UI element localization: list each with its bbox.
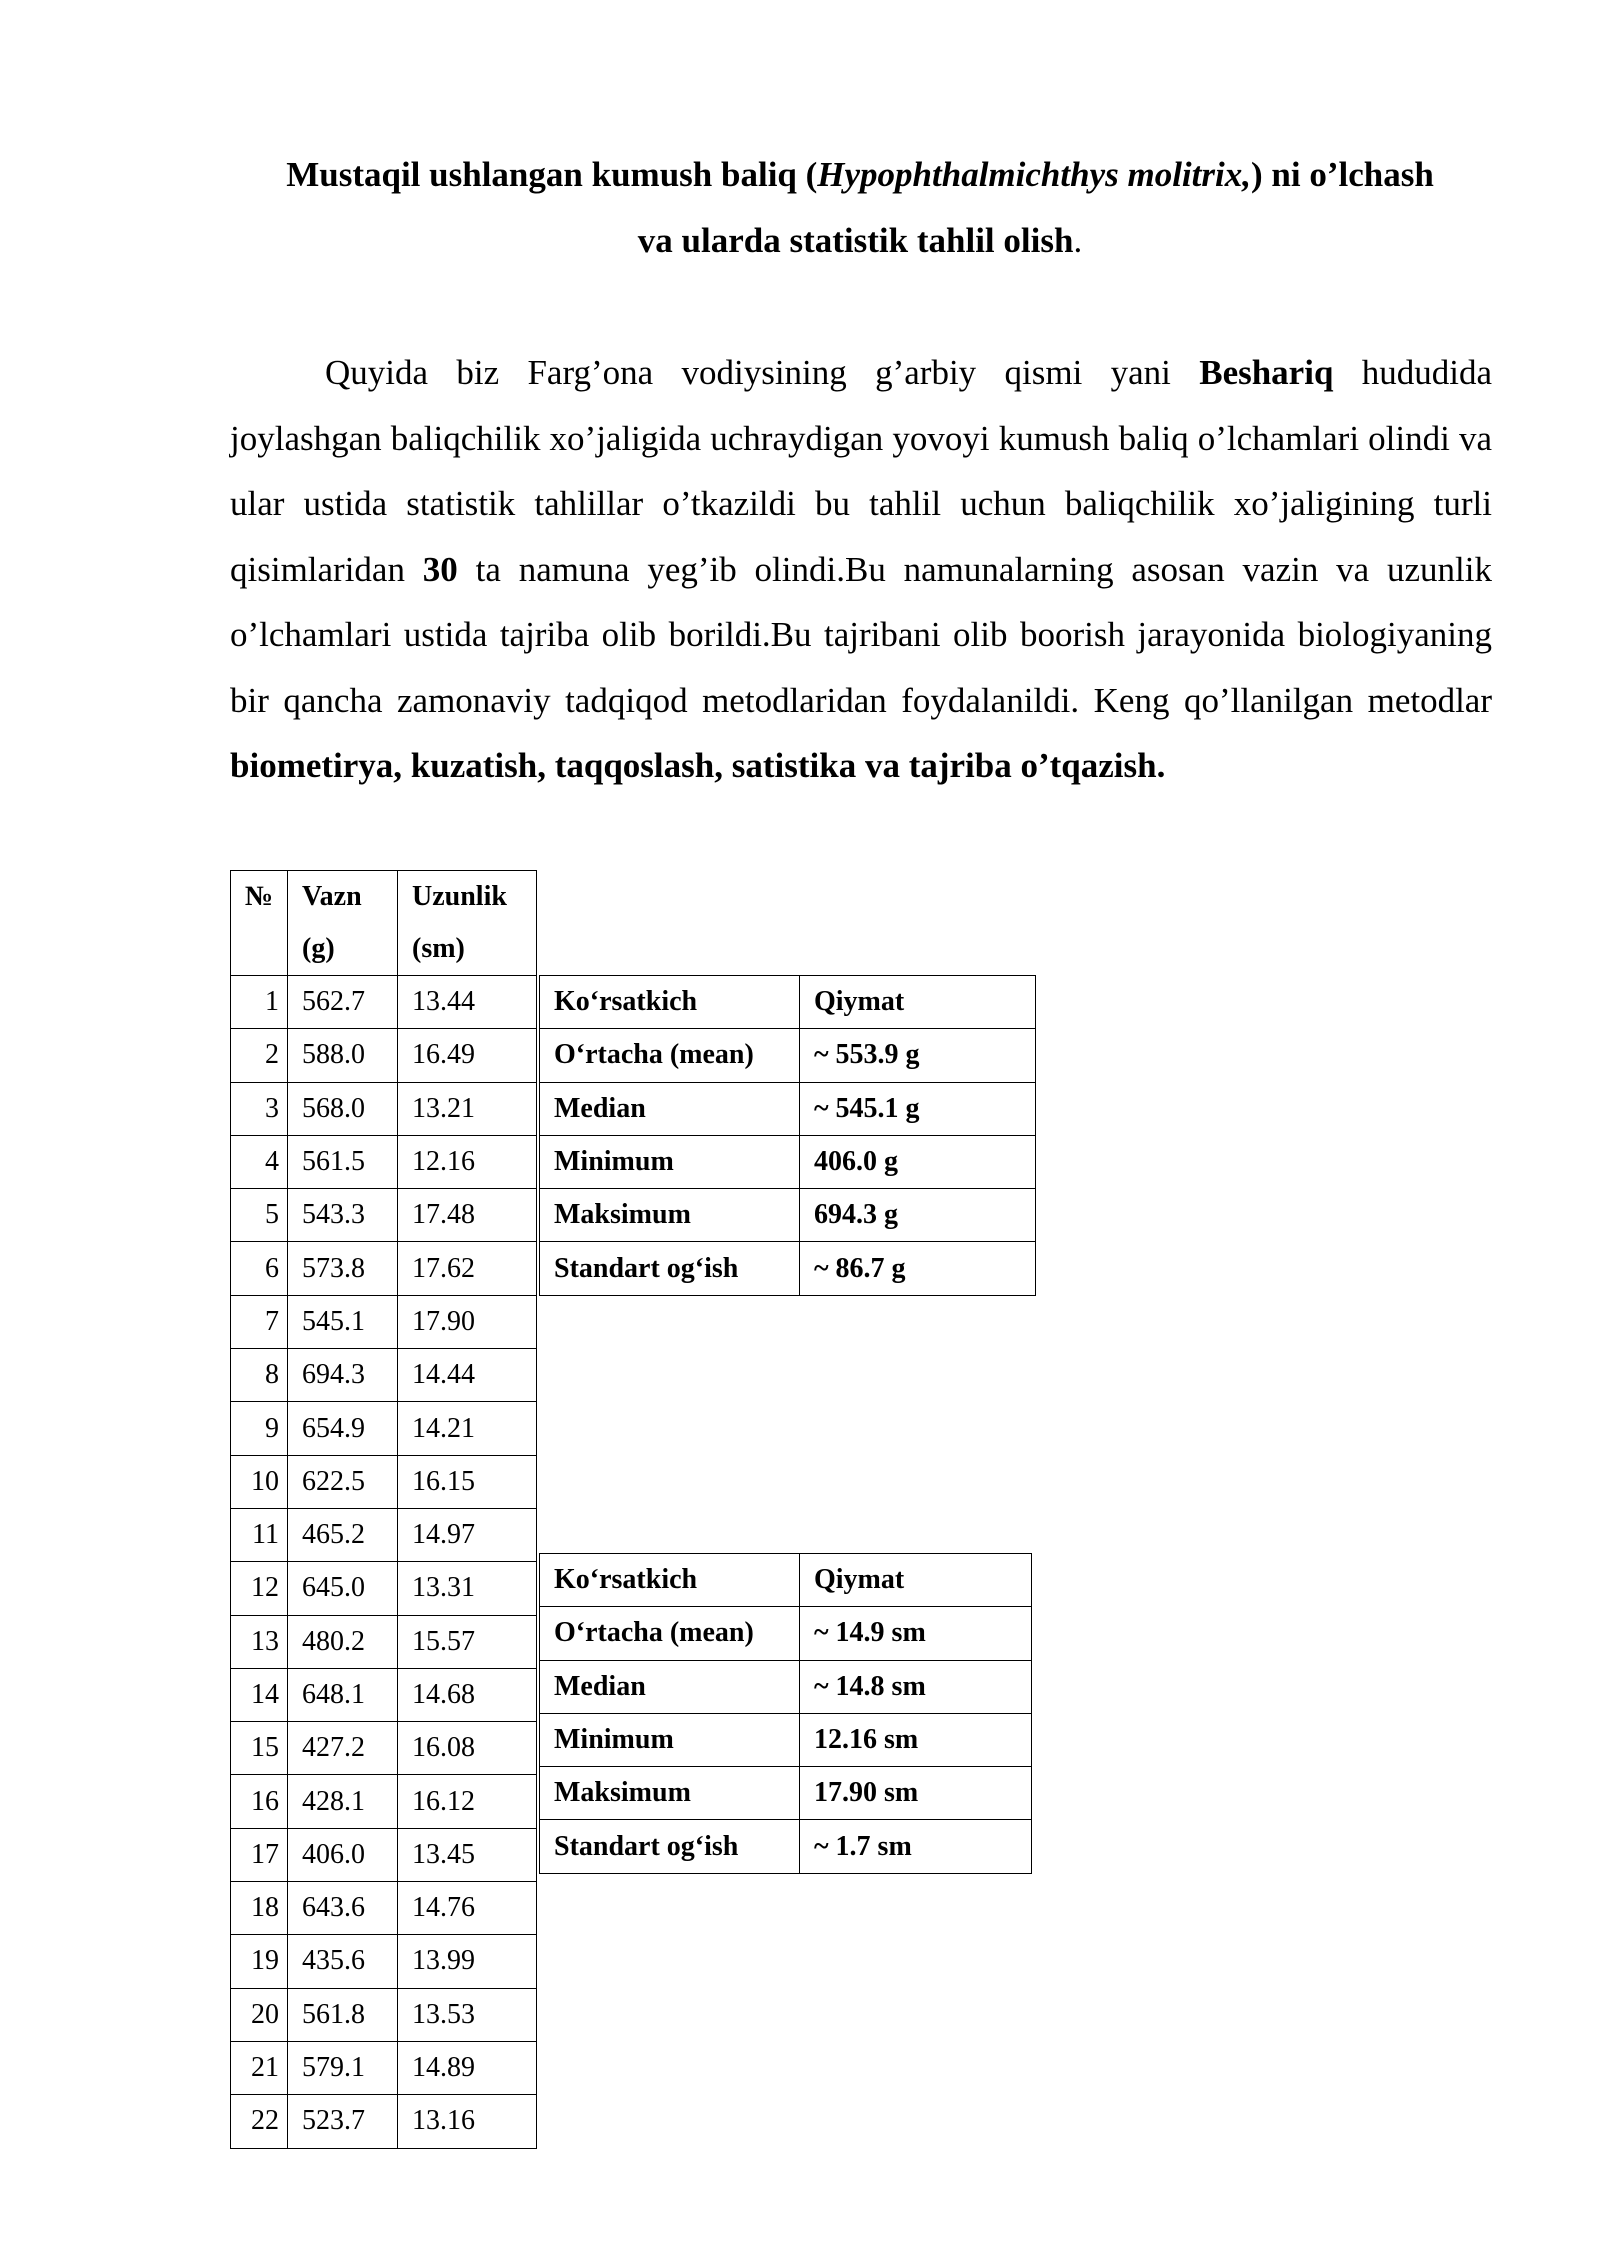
- length-cell: 13.45: [398, 1828, 537, 1881]
- title-line-1: Mustaqil ushlangan kumush baliq (Hypophthalmichthys molitrix,) ni o’lchash: [286, 155, 1434, 194]
- length-cell: 17.90: [398, 1295, 537, 1348]
- stat-label: Ko‘rsatkich: [540, 1554, 800, 1607]
- table-row: [231, 1402, 537, 1455]
- stat-value: ~ 1.7 sm: [800, 1820, 1032, 1873]
- table-header-row: [231, 871, 537, 976]
- stats-row: [540, 1820, 1032, 1873]
- stats-row: [540, 1242, 1036, 1295]
- stat-value: ~ 553.9 g: [800, 1029, 1036, 1082]
- header-number: №: [231, 871, 288, 976]
- row-number: 8: [231, 1349, 288, 1402]
- length-stats-table: [539, 1553, 1032, 1874]
- table-row: [231, 1882, 537, 1935]
- length-cell: 14.89: [398, 2041, 537, 2094]
- length-cell: 17.62: [398, 1242, 537, 1295]
- intro-paragraph: Quyida biz Farg’ona vodiysining g’arbiy qismi yani Beshariq hududida joylashgan baliqchilik xo’jaligida uchraydigan yovoyi kumush baliq o’lchamlari olindi va ular ustida statistik tahlillar o’tkazildi bu tahlil uchun baliqchilik xo’jaligining turli qisimlaridan 30 ta namuna yeg’ib olindi.Bu namunalarning asosan vazin va uzunlik o’lchamlari ustida tajriba olib borildi.Bu tajribani olib boorish jarayonida biologiyaning bir qancha zamonaviy tadqiqod metodlaridan foydalanildi. Keng qo’llanilgan metodlar biometirya, kuzatish, taqqoslash, satistika va tajriba o’tqazish.: [230, 353, 1493, 785]
- weight-cell: 562.7: [288, 976, 398, 1029]
- length-cell: 13.53: [398, 1988, 537, 2041]
- weight-cell: 406.0: [288, 1828, 398, 1881]
- table-row: [231, 1189, 537, 1242]
- length-cell: 12.16: [398, 1135, 537, 1188]
- row-number: 7: [231, 1295, 288, 1348]
- table-row: [231, 1349, 537, 1402]
- length-cell: 16.15: [398, 1455, 537, 1508]
- weight-cell: 645.0: [288, 1562, 398, 1615]
- table-row: [231, 2041, 537, 2094]
- stat-value: ~ 545.1 g: [800, 1082, 1036, 1135]
- stat-label: Minimum: [540, 1135, 800, 1188]
- row-number: 14: [231, 1668, 288, 1721]
- stat-value: Qiymat: [800, 976, 1036, 1029]
- stat-label: Maksimum: [540, 1189, 800, 1242]
- weight-stats-table: [539, 975, 1036, 1296]
- row-number: 20: [231, 1988, 288, 2041]
- row-number: 19: [231, 1935, 288, 1988]
- table-row: [231, 1828, 537, 1881]
- length-cell: 14.44: [398, 1349, 537, 1402]
- latin-species-name: Hypophthalmichthys molitrix,: [817, 155, 1251, 194]
- table-row: [231, 1562, 537, 1615]
- table-row: [231, 1988, 537, 2041]
- length-cell: 13.21: [398, 1082, 537, 1135]
- weight-cell: 622.5: [288, 1455, 398, 1508]
- stats-row: [540, 1082, 1036, 1135]
- weight-cell: 588.0: [288, 1029, 398, 1082]
- table-body: [231, 976, 537, 2149]
- table-row: [231, 976, 537, 1029]
- stat-label: Median: [540, 1082, 800, 1135]
- length-cell: 16.08: [398, 1722, 537, 1775]
- row-number: 1: [231, 976, 288, 1029]
- document-title: [230, 142, 1490, 274]
- row-number: 21: [231, 2041, 288, 2094]
- row-number: 22: [231, 2095, 288, 2148]
- stats-row: [540, 1029, 1036, 1082]
- header-weight: Vazn (g): [288, 871, 398, 976]
- weight-cell: 694.3: [288, 1349, 398, 1402]
- place-name: Beshariq: [1199, 353, 1334, 392]
- table-row: [231, 1508, 537, 1561]
- weight-cell: 427.2: [288, 1722, 398, 1775]
- stat-label: O‘rtacha (mean): [540, 1607, 800, 1660]
- weight-cell: 545.1: [288, 1295, 398, 1348]
- length-cell: 16.12: [398, 1775, 537, 1828]
- table-row: [231, 1455, 537, 1508]
- length-cell: 14.97: [398, 1508, 537, 1561]
- row-number: 4: [231, 1135, 288, 1188]
- weight-cell: 568.0: [288, 1082, 398, 1135]
- table-row: [231, 2095, 537, 2148]
- table-row: [231, 1615, 537, 1668]
- table-row: [231, 1295, 537, 1348]
- stats-row: [540, 1607, 1032, 1660]
- weight-cell: 465.2: [288, 1508, 398, 1561]
- stats-row: [540, 1135, 1036, 1188]
- stat-value: 406.0 g: [800, 1135, 1036, 1188]
- row-number: 16: [231, 1775, 288, 1828]
- weight-cell: 523.7: [288, 2095, 398, 2148]
- stat-value: ~ 14.8 sm: [800, 1660, 1032, 1713]
- stats-row: [540, 1767, 1032, 1820]
- weight-cell: 543.3: [288, 1189, 398, 1242]
- stats-header-row: [540, 1554, 1032, 1607]
- stats-row: [540, 1713, 1032, 1766]
- stat-label: O‘rtacha (mean): [540, 1029, 800, 1082]
- length-cell: 17.48: [398, 1189, 537, 1242]
- length-cell: 13.16: [398, 2095, 537, 2148]
- weight-cell: 648.1: [288, 1668, 398, 1721]
- table-row: [231, 1242, 537, 1295]
- table-row: [231, 1029, 537, 1082]
- stat-value: 694.3 g: [800, 1189, 1036, 1242]
- measurements-table: [230, 870, 537, 2149]
- row-number: 17: [231, 1828, 288, 1881]
- weight-cell: 643.6: [288, 1882, 398, 1935]
- row-number: 6: [231, 1242, 288, 1295]
- stats-row: [540, 1189, 1036, 1242]
- stat-label: Standart og‘ish: [540, 1242, 800, 1295]
- length-cell: 14.21: [398, 1402, 537, 1455]
- length-cell: 13.31: [398, 1562, 537, 1615]
- weight-cell: 654.9: [288, 1402, 398, 1455]
- weight-cell: 428.1: [288, 1775, 398, 1828]
- table-row: [231, 1135, 537, 1188]
- sample-count: 30: [422, 549, 458, 589]
- row-number: 13: [231, 1615, 288, 1668]
- weight-cell: 435.6: [288, 1935, 398, 1988]
- length-cell: 14.68: [398, 1668, 537, 1721]
- row-number: 11: [231, 1508, 288, 1561]
- row-number: 5: [231, 1189, 288, 1242]
- header-length: Uzunlik (sm): [398, 871, 537, 976]
- weight-cell: 561.8: [288, 1988, 398, 2041]
- stat-label: Median: [540, 1660, 800, 1713]
- table-row: [231, 1082, 537, 1135]
- weight-cell: 573.8: [288, 1242, 398, 1295]
- length-cell: 13.44: [398, 976, 537, 1029]
- row-number: 3: [231, 1082, 288, 1135]
- stat-label: Maksimum: [540, 1767, 800, 1820]
- weight-cell: 480.2: [288, 1615, 398, 1668]
- length-cell: 14.76: [398, 1882, 537, 1935]
- table-row: [231, 1935, 537, 1988]
- weight-cell: 561.5: [288, 1135, 398, 1188]
- stat-label: Minimum: [540, 1713, 800, 1766]
- row-number: 12: [231, 1562, 288, 1615]
- row-number: 2: [231, 1029, 288, 1082]
- row-number: 10: [231, 1455, 288, 1508]
- table-row: [231, 1775, 537, 1828]
- weight-cell: 579.1: [288, 2041, 398, 2094]
- stat-value: ~ 14.9 sm: [800, 1607, 1032, 1660]
- stat-label: Standart og‘ish: [540, 1820, 800, 1873]
- row-number: 9: [231, 1402, 288, 1455]
- table-row: [231, 1668, 537, 1721]
- row-number: 15: [231, 1722, 288, 1775]
- length-cell: 13.99: [398, 1935, 537, 1988]
- row-number: 18: [231, 1882, 288, 1935]
- stat-label: Ko‘rsatkich: [540, 976, 800, 1029]
- stats-row: [540, 1660, 1032, 1713]
- stat-value: ~ 86.7 g: [800, 1242, 1036, 1295]
- stats-header-row: [540, 976, 1036, 1029]
- table-row: [231, 1722, 537, 1775]
- stat-value: Qiymat: [800, 1554, 1032, 1607]
- title-line-2: va ularda statistik tahlil olish.: [637, 221, 1083, 260]
- methods-list: biometirya, kuzatish, taqqoslash, satistika va tajriba o’tqazish.: [230, 746, 1166, 785]
- length-cell: 15.57: [398, 1615, 537, 1668]
- stat-value: 12.16 sm: [800, 1713, 1032, 1766]
- length-cell: 16.49: [398, 1029, 537, 1082]
- stat-value: 17.90 sm: [800, 1767, 1032, 1820]
